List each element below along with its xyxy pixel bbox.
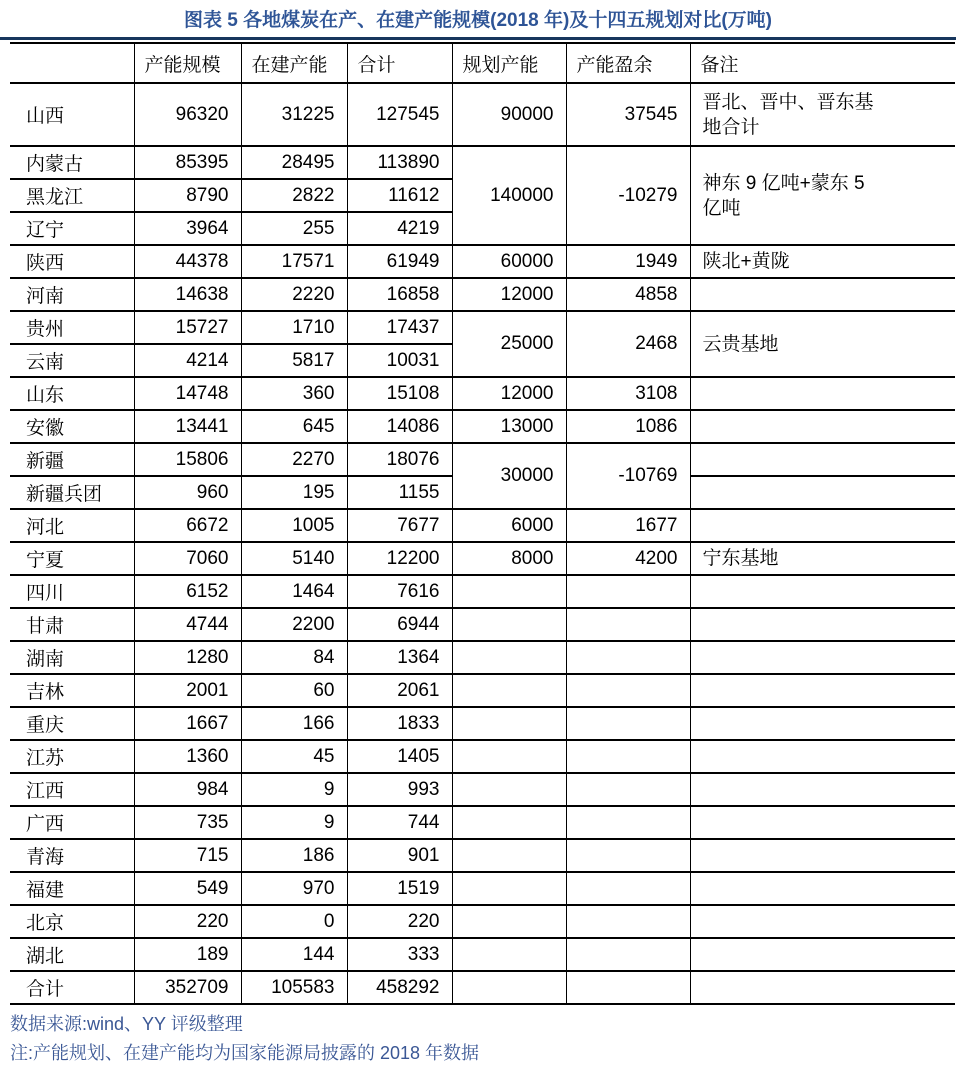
value-cell: 1833 — [347, 707, 452, 740]
value-cell — [566, 641, 690, 674]
value-cell: 1710 — [241, 311, 347, 344]
value-cell: 4744 — [134, 608, 241, 641]
table-row — [10, 938, 955, 971]
value-cell: 2270 — [241, 443, 347, 476]
value-cell: 1155 — [347, 476, 452, 509]
value-cell: 37545 — [566, 83, 690, 146]
value-cell: 735 — [134, 806, 241, 839]
value-cell: 2001 — [134, 674, 241, 707]
column-header: 备注 — [690, 43, 955, 83]
value-cell: 255 — [241, 212, 347, 245]
remark-cell — [690, 443, 955, 476]
value-cell: 7616 — [347, 575, 452, 608]
value-cell: 4219 — [347, 212, 452, 245]
remark-cell — [690, 476, 955, 509]
region-cell: 北京 — [10, 905, 134, 938]
value-cell: 1667 — [134, 707, 241, 740]
table-row — [10, 839, 955, 872]
remark-cell — [690, 410, 955, 443]
value-cell — [452, 872, 566, 905]
column-header: 产能盈余 — [566, 43, 690, 83]
value-cell: 6944 — [347, 608, 452, 641]
value-cell: 15806 — [134, 443, 241, 476]
region-cell: 重庆 — [10, 707, 134, 740]
table-row — [10, 146, 955, 179]
value-cell: 458292 — [347, 971, 452, 1004]
value-cell — [452, 608, 566, 641]
value-cell: 113890 — [347, 146, 452, 179]
value-cell: 0 — [241, 905, 347, 938]
value-cell: 4214 — [134, 344, 241, 377]
value-cell: 5140 — [241, 542, 347, 575]
value-cell: 6152 — [134, 575, 241, 608]
region-cell: 陕西 — [10, 245, 134, 278]
value-cell: 15108 — [347, 377, 452, 410]
table-row — [10, 443, 955, 476]
remark-cell — [690, 806, 955, 839]
value-cell: 2061 — [347, 674, 452, 707]
value-cell: 14638 — [134, 278, 241, 311]
value-cell: -10769 — [566, 443, 690, 509]
remark-cell — [690, 509, 955, 542]
value-cell: 127545 — [347, 83, 452, 146]
value-cell: 17437 — [347, 311, 452, 344]
value-cell: 186 — [241, 839, 347, 872]
value-cell: 140000 — [452, 146, 566, 245]
remark-cell: 宁东基地 — [690, 542, 955, 575]
remark-cell — [690, 740, 955, 773]
remark-cell — [690, 641, 955, 674]
value-cell — [452, 641, 566, 674]
value-cell — [566, 740, 690, 773]
value-cell: 12200 — [347, 542, 452, 575]
value-cell: 13441 — [134, 410, 241, 443]
value-cell: 3964 — [134, 212, 241, 245]
value-cell — [452, 839, 566, 872]
value-cell — [452, 905, 566, 938]
value-cell: -10279 — [566, 146, 690, 245]
value-cell — [452, 971, 566, 1004]
data-source-note: 数据来源:wind、YY 评级整理 — [10, 1014, 243, 1034]
table-row — [10, 245, 955, 278]
value-cell: 144 — [241, 938, 347, 971]
value-cell — [566, 872, 690, 905]
remark-cell — [690, 575, 955, 608]
value-cell: 30000 — [452, 443, 566, 509]
value-cell — [566, 938, 690, 971]
remark-cell — [690, 377, 955, 410]
value-cell: 85395 — [134, 146, 241, 179]
table-row — [10, 773, 955, 806]
remark-cell — [690, 608, 955, 641]
column-header — [10, 43, 134, 83]
value-cell — [452, 938, 566, 971]
value-cell: 2200 — [241, 608, 347, 641]
region-cell: 湖北 — [10, 938, 134, 971]
value-cell: 1364 — [347, 641, 452, 674]
remark-cell: 神东 9 亿吨+蒙东 5 亿吨 — [690, 146, 955, 245]
value-cell: 2220 — [241, 278, 347, 311]
value-cell: 1086 — [566, 410, 690, 443]
region-cell: 福建 — [10, 872, 134, 905]
column-header: 在建产能 — [241, 43, 347, 83]
value-cell — [566, 608, 690, 641]
region-cell: 合计 — [10, 971, 134, 1004]
value-cell: 13000 — [452, 410, 566, 443]
value-cell: 28495 — [241, 146, 347, 179]
value-cell: 10031 — [347, 344, 452, 377]
capacity-table — [10, 42, 955, 1005]
value-cell: 31225 — [241, 83, 347, 146]
value-cell: 9 — [241, 773, 347, 806]
table-row — [10, 971, 955, 1004]
remark-cell — [690, 872, 955, 905]
remark-cell: 云贵基地 — [690, 311, 955, 377]
table-row — [10, 740, 955, 773]
table-row — [10, 872, 955, 905]
value-cell: 1280 — [134, 641, 241, 674]
value-cell: 105583 — [241, 971, 347, 1004]
value-cell: 1464 — [241, 575, 347, 608]
value-cell — [452, 674, 566, 707]
value-cell: 645 — [241, 410, 347, 443]
table-row — [10, 674, 955, 707]
value-cell: 2822 — [241, 179, 347, 212]
table-row — [10, 707, 955, 740]
value-cell: 195 — [241, 476, 347, 509]
table-row — [10, 410, 955, 443]
value-cell: 352709 — [134, 971, 241, 1004]
value-cell: 220 — [134, 905, 241, 938]
region-cell: 黑龙江 — [10, 179, 134, 212]
remark-cell — [690, 839, 955, 872]
table-row — [10, 311, 955, 344]
value-cell: 3108 — [566, 377, 690, 410]
remark-cell — [690, 674, 955, 707]
value-cell: 8000 — [452, 542, 566, 575]
remark-cell — [690, 971, 955, 1004]
region-cell: 新疆兵团 — [10, 476, 134, 509]
value-cell: 84 — [241, 641, 347, 674]
remark-cell — [690, 278, 955, 311]
table-row — [10, 806, 955, 839]
value-cell: 96320 — [134, 83, 241, 146]
table-footer — [10, 1014, 971, 1063]
value-cell: 4200 — [566, 542, 690, 575]
column-header: 产能规模 — [134, 43, 241, 83]
value-cell — [452, 773, 566, 806]
region-cell: 吉林 — [10, 674, 134, 707]
value-cell: 960 — [134, 476, 241, 509]
value-cell — [566, 806, 690, 839]
value-cell — [452, 575, 566, 608]
value-cell: 715 — [134, 839, 241, 872]
table-header — [10, 43, 955, 83]
table-row — [10, 608, 955, 641]
value-cell — [566, 905, 690, 938]
remark-cell — [690, 773, 955, 806]
region-cell: 云南 — [10, 344, 134, 377]
value-cell: 60000 — [452, 245, 566, 278]
value-cell: 15727 — [134, 311, 241, 344]
value-cell — [452, 806, 566, 839]
table-row — [10, 377, 955, 410]
value-cell: 984 — [134, 773, 241, 806]
value-cell: 60 — [241, 674, 347, 707]
region-cell: 河北 — [10, 509, 134, 542]
value-cell: 189 — [134, 938, 241, 971]
value-cell: 5817 — [241, 344, 347, 377]
value-cell: 8790 — [134, 179, 241, 212]
value-cell: 9 — [241, 806, 347, 839]
value-cell: 220 — [347, 905, 452, 938]
column-header: 规划产能 — [452, 43, 566, 83]
value-cell: 970 — [241, 872, 347, 905]
value-cell: 360 — [241, 377, 347, 410]
table-row — [10, 542, 955, 575]
table-row — [10, 905, 955, 938]
value-cell: 25000 — [452, 311, 566, 377]
value-cell: 90000 — [452, 83, 566, 146]
value-cell: 1519 — [347, 872, 452, 905]
value-cell — [452, 707, 566, 740]
table-row — [10, 83, 955, 146]
remark-cell: 陕北+黄陇 — [690, 245, 955, 278]
region-cell: 辽宁 — [10, 212, 134, 245]
region-cell: 新疆 — [10, 443, 134, 476]
value-cell: 2468 — [566, 311, 690, 377]
value-cell — [452, 740, 566, 773]
value-cell: 333 — [347, 938, 452, 971]
value-cell: 166 — [241, 707, 347, 740]
remark-cell — [690, 905, 955, 938]
value-cell: 549 — [134, 872, 241, 905]
table-row — [10, 575, 955, 608]
region-cell: 甘肃 — [10, 608, 134, 641]
value-cell — [566, 674, 690, 707]
region-cell: 江苏 — [10, 740, 134, 773]
region-cell: 山西 — [10, 83, 134, 146]
value-cell — [566, 839, 690, 872]
remark-cell: 晋北、晋中、晋东基地合计 — [690, 83, 955, 146]
figure-title: 图表 5 各地煤炭在产、在建产能规模(2018 年)及十四五规划对比(万吨) — [184, 10, 772, 31]
value-cell: 11612 — [347, 179, 452, 212]
value-cell: 1360 — [134, 740, 241, 773]
value-cell: 6000 — [452, 509, 566, 542]
value-cell: 7060 — [134, 542, 241, 575]
region-cell: 内蒙古 — [10, 146, 134, 179]
value-cell: 12000 — [452, 278, 566, 311]
value-cell — [566, 575, 690, 608]
header-row — [10, 43, 955, 83]
region-cell: 江西 — [10, 773, 134, 806]
remark-cell — [690, 938, 955, 971]
value-cell: 44378 — [134, 245, 241, 278]
table-row — [10, 509, 955, 542]
region-cell: 广西 — [10, 806, 134, 839]
region-cell: 山东 — [10, 377, 134, 410]
region-cell: 四川 — [10, 575, 134, 608]
region-cell: 青海 — [10, 839, 134, 872]
table-body — [10, 83, 955, 1004]
table-row — [10, 641, 955, 674]
value-cell: 1405 — [347, 740, 452, 773]
value-cell — [566, 707, 690, 740]
value-cell: 12000 — [452, 377, 566, 410]
value-cell: 14086 — [347, 410, 452, 443]
column-header: 合计 — [347, 43, 452, 83]
value-cell: 18076 — [347, 443, 452, 476]
value-cell: 1949 — [566, 245, 690, 278]
value-cell: 993 — [347, 773, 452, 806]
value-cell — [566, 971, 690, 1004]
region-cell: 宁夏 — [10, 542, 134, 575]
value-cell: 4858 — [566, 278, 690, 311]
value-cell — [566, 773, 690, 806]
region-cell: 河南 — [10, 278, 134, 311]
value-cell: 744 — [347, 806, 452, 839]
region-cell: 湖南 — [10, 641, 134, 674]
value-cell: 7677 — [347, 509, 452, 542]
region-cell: 贵州 — [10, 311, 134, 344]
value-cell: 61949 — [347, 245, 452, 278]
value-cell: 1677 — [566, 509, 690, 542]
value-cell: 901 — [347, 839, 452, 872]
value-cell: 17571 — [241, 245, 347, 278]
title-divider — [0, 37, 956, 40]
value-cell: 14748 — [134, 377, 241, 410]
value-cell: 45 — [241, 740, 347, 773]
region-cell: 安徽 — [10, 410, 134, 443]
value-cell: 16858 — [347, 278, 452, 311]
remark-cell — [690, 707, 955, 740]
disclosure-note: 注:产能规划、在建产能均为国家能源局披露的 2018 年数据 — [10, 1043, 480, 1063]
value-cell: 6672 — [134, 509, 241, 542]
value-cell: 1005 — [241, 509, 347, 542]
table-row — [10, 278, 955, 311]
